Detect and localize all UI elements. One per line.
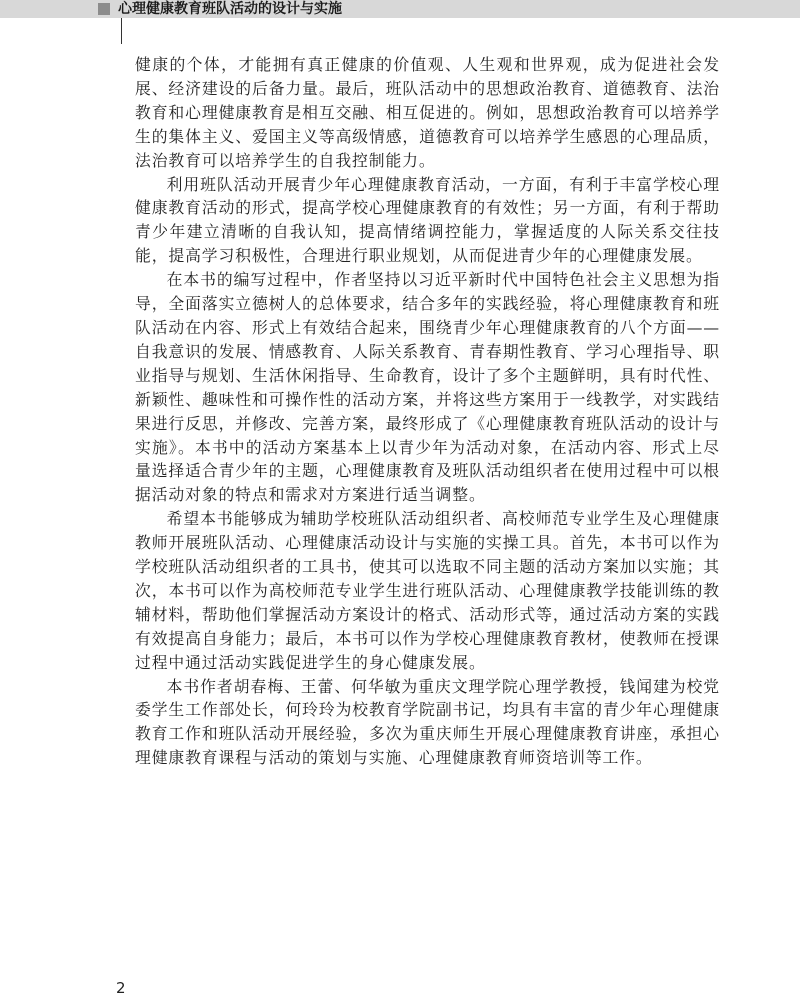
running-header-title: 心理健康教育班队活动的设计与实施 (118, 1, 342, 17)
paragraph-continued: 健康的个体，才能拥有真正健康的价值观、人生观和世界观，成为促进社会发展、经济建设的后备力量。最后，班队活动中的思想政治教育、道德教育、法治教育和心理健康教育是相互交融、相互促进的。例如，思想政治教育可以培养学生的集体主义、爱国主义等高级情感，道德教育可以培养学生感恩的心理品质，法治教育可以培养学生的自我控制能力。 (135, 55, 720, 170)
paragraph-compilation-process: 在本书的编写过程中，作者坚持以习近平新时代中国特色社会主义思想为指导，全面落实立德树人的总体要求，结合多年的实践经验，将心理健康教育和班队活动在内容、形式上有效结合起来，围绕青少年心理健康教育的八个方面——自我意识的发展、情感教育、人际关系教育、青春期性教育、学习心理指导、职业指导与规划、生活休闲指导、生命教育，设计了多个主题鲜明，具有时代性、新颖性、趣味性和可操作性的活动方案，并将这些方案用于一线教学，对实践结果进行反思，并修改、完善方案，最终形成了《心理健康教育班队活动的设计与实施》。本书中的活动方案基本上以青少年为活动对象，在活动内容、形式上尽量选择适合青少年的主题，心理健康教育及班队活动组织者在使用过程中可以根据活动对象的特点和需求对方案进行适当调整。 (135, 270, 720, 505)
page-number: 2 (116, 979, 126, 997)
page-body (135, 53, 720, 770)
paragraph-authors: 本书作者胡春梅、王蕾、何华敏为重庆文理学院心理学教授，钱闻建为校党委学生工作部处长，何玲玲为校教育学院副书记，均具有丰富的青少年心理健康教育工作和班队活动开展经验，多次为重庆师生开展心理健康教育讲座，承担心理健康教育课程与活动的策划与实施、心理健康教育师资培训等工作。 (135, 676, 720, 768)
paragraph-book-purpose: 希望本书能够成为辅助学校班队活动组织者、高校师范专业学生及心理健康教师开展班队活动、心理健康活动设计与实施的实操工具。首先，本书可以作为学校班队活动组织者的工具书，使其可以选取不同主题的活动方案加以实施；其次，本书可以作为高校师范专业学生进行班队活动、心理健康教学技能训练的教辅材料，帮助他们掌握活动方案设计的格式、活动形式等，通过活动方案的实践有效提高自身能力；最后，本书可以作为学校心理健康教育教材，使教师在授课过程中通过活动实践促进学生的身心健康发展。 (135, 509, 720, 672)
running-header (0, 0, 800, 18)
header-square-marker (98, 3, 110, 15)
paragraph-class-activity-benefits: 利用班队活动开展青少年心理健康教育活动，一方面，有利于丰富学校心理健康教育活动的形式，提高学校心理健康教育的有效性；另一方面，有利于帮助青少年建立清晰的自我认知，提高情绪调控能力，掌握适度的人际关系交往技能，提高学习积极性，合理进行职业规划，从而促进青少年的心理健康发展。 (135, 174, 720, 266)
header-divider-line (121, 18, 122, 44)
